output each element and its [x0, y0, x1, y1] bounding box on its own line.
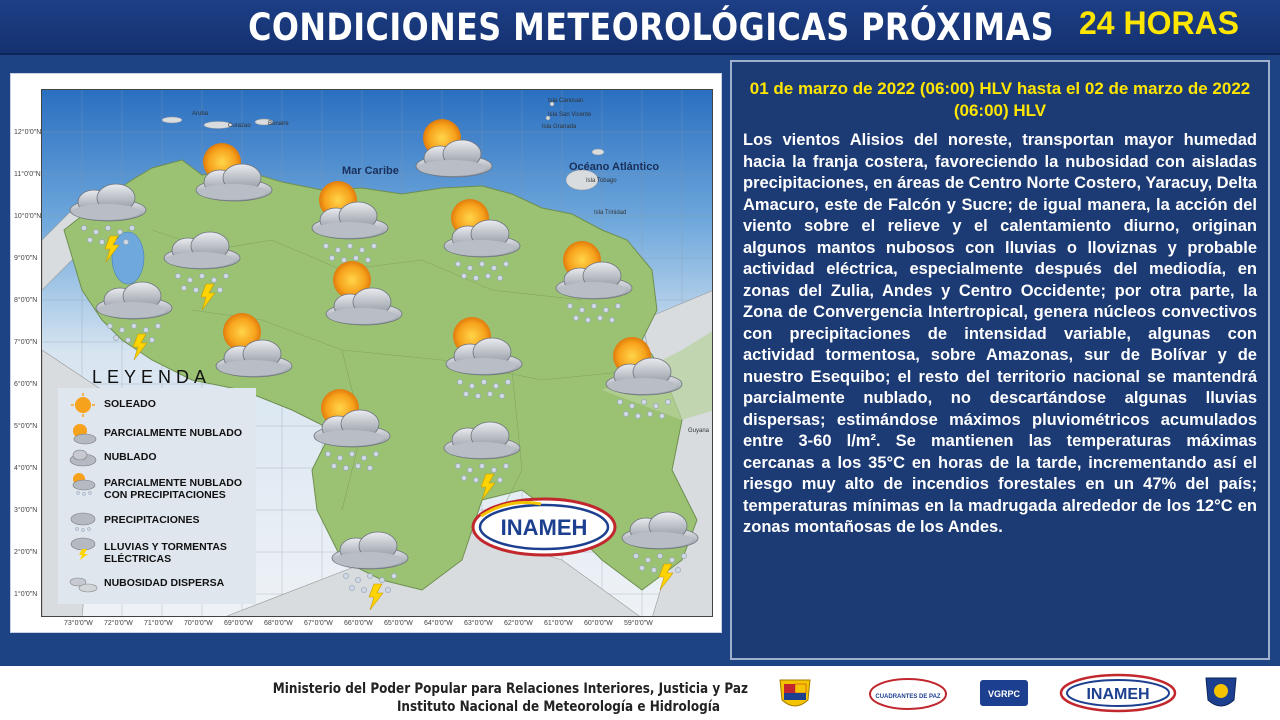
map-label-tobago: Isla Tobago	[586, 178, 617, 184]
lon-label: 72°0'0"W	[104, 620, 133, 627]
lon-label: 62°0'0"W	[504, 620, 533, 627]
lat-label: 6°0'0"N	[14, 381, 38, 388]
lon-label: 66°0'0"W	[344, 620, 373, 627]
lat-label: 12°0'0"N	[14, 129, 42, 136]
lat-label: 11°0'0"N	[14, 171, 41, 178]
legend-item-dispersa	[58, 572, 256, 596]
lat-label: 2°0'0"N	[14, 549, 38, 556]
map-label-caribbean: Mar Caribe	[342, 165, 399, 177]
lon-label: 68°0'0"W	[264, 620, 293, 627]
page-title: CONDICIONES METEOROLÓGICAS PRÓXIMAS	[248, 6, 1054, 49]
legend-label: PRECIPITACIONES	[104, 514, 200, 526]
lon-label: 73°0'0"W	[64, 620, 93, 627]
header-bar	[0, 0, 1280, 55]
lat-label: 9°0'0"N	[14, 255, 38, 262]
lat-label: 10°0'0"N	[14, 213, 42, 220]
lon-label: 65°0'0"W	[384, 620, 413, 627]
lon-label: 64°0'0"W	[424, 620, 453, 627]
sun-icon	[68, 393, 98, 417]
vgrpc-logo-text: VGRPC	[987, 689, 1021, 699]
legend-item-nublado	[58, 446, 256, 470]
lat-label: 1°0'0"N	[14, 591, 38, 598]
legend-label: NUBLADO	[104, 451, 157, 463]
lon-label: 70°0'0"W	[184, 620, 213, 627]
inameh-logo-text: INAMEH	[500, 515, 588, 540]
lon-label: 63°0'0"W	[464, 620, 493, 627]
legend-item-parcial-precip	[58, 472, 256, 506]
lon-label: 67°0'0"W	[304, 620, 333, 627]
footer	[0, 666, 1280, 720]
footer-institute: Instituto Nacional de Meteorología e Hidrología	[396, 699, 720, 715]
lon-label: 69°0'0"W	[224, 620, 253, 627]
footer-ministry: Ministerio del Poder Popular para Relaciones Interiores, Justicia y Paz	[272, 681, 749, 697]
lat-label: 4°0'0"N	[14, 465, 38, 472]
venezuela-coat-of-arms-logo	[772, 674, 818, 714]
cuadrantes-logo-text: CUADRANTES DE PAZ	[875, 694, 941, 700]
cloud-icon	[68, 446, 98, 470]
map-label-aruba: Aruba	[192, 111, 209, 117]
legend-label: PARCIALMENTE NUBLADO	[104, 427, 243, 439]
sun-cloud-icon	[68, 422, 98, 446]
lon-label: 59°0'0"W	[624, 620, 653, 627]
legend-label: PARCIALMENTE NUBLADO CON PRECIPITACIONES	[104, 477, 243, 501]
lat-label: 8°0'0"N	[14, 297, 38, 304]
lat-label: 3°0'0"N	[14, 507, 38, 514]
legend-label: LLUVIAS Y TORMENTAS ELÉCTRICAS	[104, 541, 227, 565]
legend-item-precip	[58, 509, 256, 533]
map-label-canouan: Isla Canouan	[548, 98, 584, 104]
legend-label: NUBOSIDAD DISPERSA	[104, 577, 225, 589]
institution-shield-logo	[1200, 674, 1242, 714]
lon-label: 71°0'0"W	[144, 620, 173, 627]
storm-icon	[68, 536, 98, 560]
legend	[58, 388, 256, 604]
lat-label: 7°0'0"N	[14, 339, 38, 346]
map-label-bonaire: Bonaire	[268, 121, 289, 127]
map-label-atlantic: Océano Atlántico	[569, 161, 660, 173]
lon-label: 61°0'0"W	[544, 620, 573, 627]
sun-cloud-rain-icon	[68, 472, 98, 496]
cloud-rain-icon	[68, 509, 98, 533]
lat-label: 5°0'0"N	[14, 423, 38, 430]
main-area	[0, 55, 1280, 666]
inameh-footer-logo	[1058, 672, 1178, 714]
legend-label: SOLEADO	[104, 398, 156, 410]
forecast-text-panel	[730, 60, 1270, 660]
forecast-description: Los vientos Alisios del noreste, transportan mayor humedad hacia la franja costera, favoreciendo la nubosidad con aisladas precipitaciones, en áreas de Centro Norte Costero, Yaracuy, Delta Amacuro, este de Falcón y Sucre; de igual manera, la acción del viento sobre el relieve y el calentamiento diurno, originan algunos mantos nubosos con lluvias o lloviznas y probable actividad eléctrica, especialmente después del mediodía, en zonas del Zulia, Andes y Centro Occidente; por otra parte, la Zona de Convergencia Intertropical, genera núcleos convectivos con precipitaciones de intensidad variable, algunas con actividad tormentosa, sobre Amazonas, sur de Bolívar y de nuestro Esequibo; el resto del territorio nacional se mantendrá parcialmente nublado, no descartándose algunas lluvias dispersas; estimándose máximos pluviométricos acumulados entre 3-60 l/m². Se mantienen las temperaturas máximas cercanas a los 35°C en horas de la tarde, incrementando así el riesgo muy alto de incendios forestales en un 47% del país; temperaturas mínimas en la madrugada alrededor de los 12°C en zonas montañosas de los Andes.	[743, 131, 1257, 536]
scattered-cloud-icon	[68, 572, 98, 596]
vgrpc-logo	[978, 678, 1030, 708]
map-label-trinidad: Isla Trinidad	[594, 210, 627, 216]
map-label-granada: Isla Granada	[542, 124, 577, 130]
inameh-logo	[469, 494, 619, 560]
legend-title: LEYENDA	[92, 367, 212, 387]
inameh-footer-logo-text: INAMEH	[1086, 686, 1150, 703]
period-badge: 24 HORAS	[1078, 5, 1240, 41]
map-label-curazao: Curazao	[228, 123, 251, 129]
map-label-guyana: Guyana	[688, 428, 710, 434]
map-label-sanvicente: Isla San Vicente	[548, 112, 592, 118]
legend-item-tormentas	[58, 536, 256, 566]
cuadrantes-de-paz-logo	[868, 676, 948, 712]
forecast-date-range: 01 de marzo de 2022 (06:00) HLV hasta el 02 de marzo de 2022 (06:00) HLV	[749, 79, 1251, 120]
legend-item-soleado	[58, 393, 256, 417]
legend-item-parcial	[58, 422, 256, 446]
lon-label: 60°0'0"W	[584, 620, 613, 627]
